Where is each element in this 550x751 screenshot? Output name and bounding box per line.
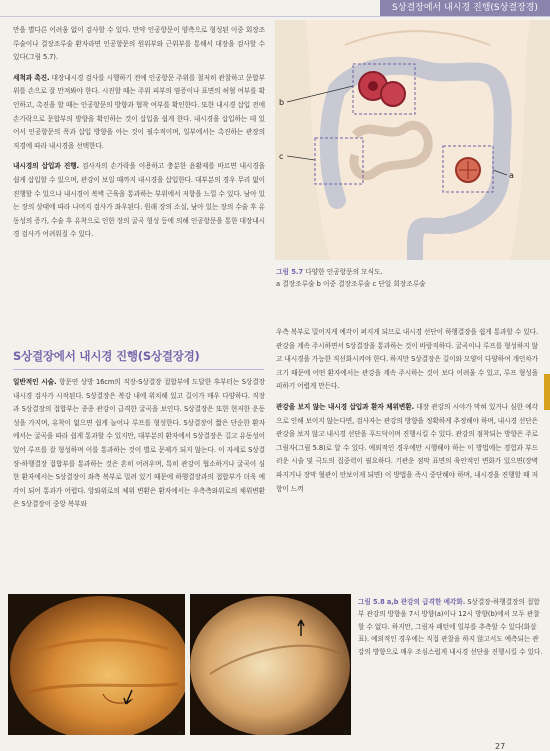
label-a: a	[509, 171, 514, 180]
header-rule	[0, 16, 550, 17]
paragraph-lead: 관강을 보지 않는 내시경 삽입과 환자 체위변환.	[276, 402, 415, 411]
colon-lumen-image-a	[8, 594, 185, 735]
photo-label-a: a	[178, 728, 183, 736]
caption-title: 그림 5.8	[358, 598, 385, 606]
left-column-lower	[13, 376, 265, 519]
abdomen-illustration	[275, 20, 550, 260]
caption-body: a 결장조루술 b 이중 결장조루술 c 단일 회장조루술	[276, 280, 426, 288]
paragraph-intro: 만을 별다른 어려움 없이 검사할 수 있다. 만약 인공항문이 양측으로 형성된 이중 회장조루술이나 결장조루술 환자라면 인공항문의 원위부와 근위부를 통해서 대장을 검사할 수 있다(그림 5.7).	[13, 26, 265, 62]
endoscopy-photo-b	[190, 594, 351, 735]
left-column-upper	[13, 24, 265, 249]
caption-title-text: a,b 관강의 급격한 예각화.	[386, 598, 466, 606]
paragraph-lead: 세척과 촉진.	[13, 73, 50, 82]
figure-5-7-caption	[276, 266, 550, 290]
caption-title: 그림 5.7	[276, 268, 304, 276]
running-header: S상결장에서 내시경 진행(S상결장경)	[380, 0, 550, 16]
paragraph-lead: 일반적인 시술.	[13, 378, 57, 386]
photo-label-b: b	[344, 728, 349, 736]
section-title: S상결장에서 내시경 진행(S상결장경)	[13, 349, 200, 363]
chapter-tab	[544, 374, 550, 410]
section-rule	[13, 369, 264, 370]
endoscopy-photo-a	[8, 594, 185, 735]
paragraph-lead: 내시경의 삽입과 진행.	[13, 162, 79, 171]
caption-title-text: 다양한 인공항문의 모식도.	[305, 268, 383, 276]
paragraph-blind-insertion: 관강을 보지 않는 내시경 삽입과 환자 체위변환. 대장 관강의 시야가 막혀 있거나 심한 예각으로 인해 보이지 않는다면, 검사자는 관강의 방향을 정확하게 추정해야 하며, 내시경 선단은 관강을 보지 않고 내시경 선단을 푸드덕이며 진행시킬 수 있다. 관강의 점착되는 방향은 주로 그림자(그림 5.8)로 알 수 있다. 예외적인 경우에만 시행해야 하는 이 방법에는 경험과 부드러운 시술 및 극도의 집중력이 필요하다. 기관운 점막 표면의 육안적인 변화가 있으면(장벽파지거나 장막 혈관이 안보이게 되면) 이 방법을 즉시 중단해야 하며, 내시경을 진행할 때 저항이 느껴	[276, 402, 538, 493]
page-number: 27	[495, 742, 506, 751]
paragraph-insertion: 내시경의 삽입과 진행. 검사자의 손가락을 이용하고 충분한 윤활제를 바르면 내시경을 쉽게 삽입할 수 있으며, 관강이 보일 때까지 내시경을 삽입한다. 대부분의 경우 무리 없이 진행할 수 있으나 내시경이 복벽 근육을 통과하는 부위에서 저항을 느낄 수 있다. 남아 있는 장의 상태에 따라 나머지 검사가 좌우된다. 원래 장의 소실, 남아 있는 장의 수술 후 유동성의 증가, 수술 후 유착으로 인한 장의 굴곡 형성 등에 의해 인공항문을 통한 대장내시경 검사가 어려워질 수 있다.	[13, 162, 266, 239]
caption-body: S상결장-하행결장의 접합부 관강의 방향을 7시 방향(a)이나 12시 방향(b)에서 모두 관찰할 수 없다. 하지만, 그림자 패턴에 일부를 추측할 수 있다(화살표). 예외적인 경우에는 직접 관찰을 하지 않고서도 예측되는 관강의 방향으로 매우 조심스럽게 내시경 선단을 진행시킬 수 있다.	[358, 598, 543, 656]
paragraph-straightening: 우측 복부로 밀어지게 예각이 펴지게 되므로 내시경 선단이 하행결장을 쉽게 통과할 수 있다. 관강을 계속 주시하면서 S상결장을 통과하는 것이 바람직하다. 굴곡이나 루프를 형성하지 않고 내시경을 가능한 직선화시켜야 한다. 하지만 S상결장은 길이와 모양이 다양하여 개인차가 크기 때문에 어떤 환자에서는 관강을 계속 주시하는 것이 보다 어려울 수 있고, 루프 형성을 피하기 어렵게 만든다.	[276, 328, 538, 391]
stoma-diagram	[275, 20, 550, 260]
figure-5-8-caption	[358, 596, 544, 658]
label-b: b	[279, 98, 285, 107]
colon-lumen-image-b	[190, 594, 351, 735]
paragraph-inspection: 세척과 촉진. 대장내시경 검사를 시행하기 전에 인공항문 주위를 철저히 관찰하고 문합부위를 손으로 잘 만져봐야 한다. 시진할 때는 주위 피부의 염증이나 표면의 허혈 여부를 확인하고, 촉진을 할 때는 인공항문의 방향과 협착 여부를 확인한다. 또한 내시경 삽입 전에 손가락으로 문합부의 방향을 확인하는 것이 삽입을 쉽게 한다. 내시경을 삽입하는 데 있어서 인공항문의 폭과 삽입 방향을 아는 것이 필수적이며, 일부에서는 촉진하는 관장의 직경에 따라 내시경을 선택한다.	[13, 73, 265, 150]
right-column	[276, 326, 538, 503]
label-c: c	[279, 152, 284, 161]
paragraph-general-procedure: 일반적인 시술. 항문연 상방 16cm의 직장-S상결장 접합부에 도달한 후부터는 S상결장 내시경 검사가 시작된다. S상결장은 복강 내에 위치해 있고 길이가 매우 다양하다. 직장과 S상결장의 접합부는 종종 관강이 급격한 굴곡을 보인다. S상결장은 또한 현저한 운동성을 가지며, 유착이 없으면 쉽게 늘어나 루프를 형성한다. S상결장이 짧은 단순한 환자에서는 굴곡을 따라 쉽게 통과할 수 있지만, 대부분의 환자에서 S상결장은 길고 유동성이 있어 루프를 잘 형성하며 이를 통과하는 것이 별로 문제가 되지 않는다. 이 자세로 S상결장-하행결장 접합부를 통과하는 것은 흔히 어려우며, 특히 관강이 협소하거나 굴곡이 심한 환자에서는 S상결장이 좌측 복부로 밀려 있기 때문에 하행결장과의 접합부가 더욱 예각이 되어 통과가 어렵다. 앙와위로의 체위 변환은 환자에서는 우측측와위로의 체위변환은 S상결장이 중앙 복부와	[13, 378, 265, 509]
